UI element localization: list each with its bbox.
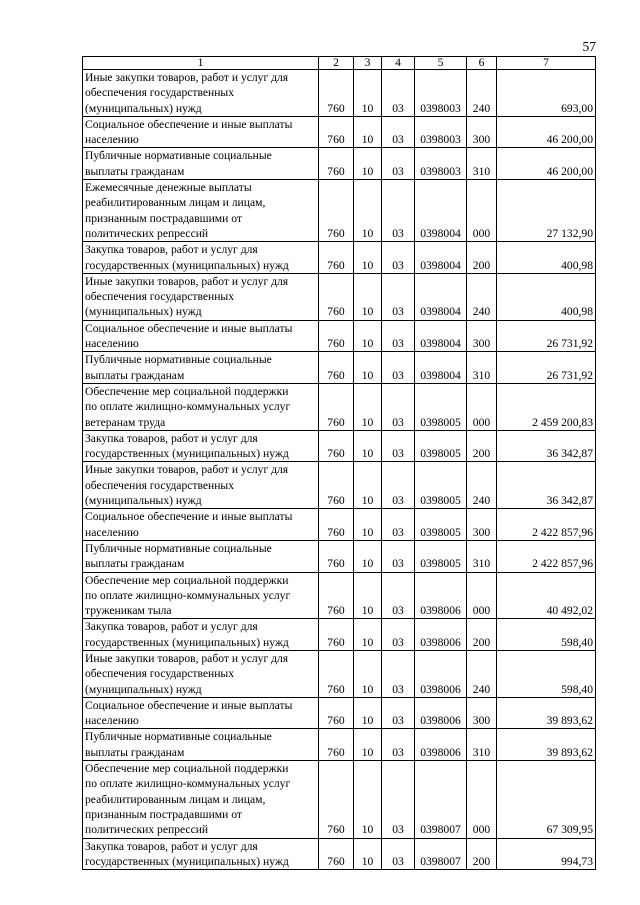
- budget-table: [82, 56, 596, 870]
- target-article-code: 0398006: [415, 729, 467, 761]
- ministry-code: 760: [319, 619, 354, 651]
- ministry-code: 760: [319, 729, 354, 761]
- ministry-code: 760: [319, 650, 354, 697]
- ministry-code: 760: [319, 540, 354, 572]
- description-line: обеспечения государственных: [85, 86, 235, 100]
- column-header: 4: [382, 57, 415, 70]
- ministry-code: 760: [319, 697, 354, 729]
- subsection-code: 03: [382, 838, 415, 870]
- expense-description: [83, 383, 319, 430]
- table-row: [83, 838, 596, 870]
- expense-description: [83, 462, 319, 509]
- section-code: 10: [354, 430, 382, 462]
- table-row: [83, 462, 596, 509]
- expense-description: [83, 697, 319, 729]
- subsection-code: 03: [382, 430, 415, 462]
- expense-description: [83, 540, 319, 572]
- expense-description: [83, 352, 319, 384]
- section-code: 10: [354, 180, 382, 242]
- description-line: государственных (муниципальных) нужд: [85, 854, 289, 868]
- page-number: 57: [582, 39, 596, 54]
- expense-description: [83, 70, 319, 117]
- target-article-code: 0398007: [415, 761, 467, 838]
- section-code: 10: [354, 70, 382, 117]
- description-line: государственных (муниципальных) нужд: [85, 635, 289, 649]
- description-line: Иные закупки товаров, работ и услуг для: [85, 274, 289, 288]
- description-line: реабилитированным лицам и лицам,: [85, 792, 266, 806]
- subsection-code: 03: [382, 572, 415, 619]
- target-article-code: 0398004: [415, 273, 467, 320]
- description-line: Закупка товаров, работ и услуг для: [85, 839, 258, 853]
- amount-value: 40 492,02: [497, 572, 596, 619]
- amount-value: 693,00: [497, 70, 596, 117]
- expense-type-code: 240: [467, 650, 497, 697]
- section-code: 10: [354, 838, 382, 870]
- ministry-code: 760: [319, 838, 354, 870]
- table-row: [83, 383, 596, 430]
- amount-value: 2 422 857,96: [497, 509, 596, 541]
- section-code: 10: [354, 697, 382, 729]
- section-code: 10: [354, 320, 382, 352]
- ministry-code: 760: [319, 352, 354, 384]
- expense-type-code: 200: [467, 619, 497, 651]
- ministry-code: 760: [319, 761, 354, 838]
- amount-value: 26 731,92: [497, 320, 596, 352]
- table-row: [83, 697, 596, 729]
- column-header: 2: [319, 57, 354, 70]
- subsection-code: 03: [382, 148, 415, 180]
- subsection-code: 03: [382, 509, 415, 541]
- description-line: (муниципальных) нужд: [85, 494, 202, 508]
- amount-value: 598,40: [497, 650, 596, 697]
- description-line: Публичные нормативные социальные: [85, 149, 272, 163]
- amount-value: 39 893,62: [497, 729, 596, 761]
- table-row: [83, 242, 596, 274]
- subsection-code: 03: [382, 462, 415, 509]
- ministry-code: 760: [319, 273, 354, 320]
- description-line: Обеспечение мер социальной поддержки: [85, 384, 289, 398]
- section-code: 10: [354, 462, 382, 509]
- table-row: [83, 70, 596, 117]
- section-code: 10: [354, 273, 382, 320]
- target-article-code: 0398003: [415, 70, 467, 117]
- section-code: 10: [354, 242, 382, 274]
- section-code: 10: [354, 540, 382, 572]
- description-line: Закупка товаров, работ и услуг для: [85, 431, 258, 445]
- amount-value: 598,40: [497, 619, 596, 651]
- description-line: Ежемесячные денежные выплаты: [85, 181, 252, 195]
- section-code: 10: [354, 572, 382, 619]
- subsection-code: 03: [382, 242, 415, 274]
- expense-type-code: 310: [467, 540, 497, 572]
- description-line: обеспечения государственных: [85, 290, 235, 304]
- target-article-code: 0398006: [415, 697, 467, 729]
- table-row: [83, 509, 596, 541]
- amount-value: 26 731,92: [497, 352, 596, 384]
- description-line: Обеспечение мер социальной поддержки: [85, 573, 289, 587]
- description-line: Обеспечение мер социальной поддержки: [85, 762, 289, 776]
- description-line: Иные закупки товаров, работ и услуг для: [85, 651, 289, 665]
- expense-description: [83, 729, 319, 761]
- expense-description: [83, 242, 319, 274]
- amount-value: 39 893,62: [497, 697, 596, 729]
- ministry-code: 760: [319, 572, 354, 619]
- description-line: ветеранам труда: [85, 415, 166, 429]
- table-row: [83, 430, 596, 462]
- description-line: Социальное обеспечение и иные выплаты: [85, 117, 293, 131]
- subsection-code: 03: [382, 383, 415, 430]
- expense-type-code: 200: [467, 838, 497, 870]
- description-line: по оплате жилищно-коммунальных услуг: [85, 588, 291, 602]
- description-line: политических репрессий: [85, 823, 209, 837]
- column-number-row: [83, 57, 596, 70]
- target-article-code: 0398004: [415, 180, 467, 242]
- subsection-code: 03: [382, 697, 415, 729]
- description-line: выплаты гражданам: [85, 164, 185, 178]
- ministry-code: 760: [319, 116, 354, 148]
- amount-value: 36 342,87: [497, 430, 596, 462]
- expense-type-code: 200: [467, 242, 497, 274]
- ministry-code: 760: [319, 383, 354, 430]
- section-code: 10: [354, 116, 382, 148]
- amount-value: 46 200,00: [497, 116, 596, 148]
- table-row: [83, 572, 596, 619]
- description-line: государственных (муниципальных) нужд: [85, 447, 289, 461]
- target-article-code: 0398005: [415, 509, 467, 541]
- subsection-code: 03: [382, 650, 415, 697]
- description-line: признанным пострадавшими от: [85, 211, 242, 225]
- expense-type-code: 000: [467, 383, 497, 430]
- amount-value: 67 309,95: [497, 761, 596, 838]
- description-line: Иные закупки товаров, работ и услуг для: [85, 463, 289, 477]
- target-article-code: 0398004: [415, 242, 467, 274]
- amount-value: 994,73: [497, 838, 596, 870]
- section-code: 10: [354, 650, 382, 697]
- description-line: по оплате жилищно-коммунальных услуг: [85, 777, 291, 791]
- expense-type-code: 310: [467, 352, 497, 384]
- description-line: обеспечения государственных: [85, 478, 235, 492]
- table-row: [83, 116, 596, 148]
- description-line: выплаты гражданам: [85, 745, 185, 759]
- amount-value: 2 422 857,96: [497, 540, 596, 572]
- column-header: 7: [497, 57, 596, 70]
- column-header: 1: [83, 57, 319, 70]
- subsection-code: 03: [382, 273, 415, 320]
- column-header: 5: [415, 57, 467, 70]
- expense-description: [83, 320, 319, 352]
- expense-type-code: 310: [467, 148, 497, 180]
- expense-description: [83, 572, 319, 619]
- expense-type-code: 000: [467, 180, 497, 242]
- target-article-code: 0398005: [415, 430, 467, 462]
- subsection-code: 03: [382, 619, 415, 651]
- expense-type-code: 300: [467, 320, 497, 352]
- expense-description: [83, 761, 319, 838]
- amount-value: 27 132,90: [497, 180, 596, 242]
- expense-description: [83, 273, 319, 320]
- description-line: Публичные нормативные социальные: [85, 353, 272, 367]
- description-line: (муниципальных) нужд: [85, 101, 202, 115]
- budget-table-body: [83, 57, 596, 870]
- ministry-code: 760: [319, 320, 354, 352]
- expense-description: [83, 619, 319, 651]
- section-code: 10: [354, 729, 382, 761]
- description-line: населению: [85, 714, 139, 728]
- expense-type-code: 240: [467, 70, 497, 117]
- table-row: [83, 148, 596, 180]
- target-article-code: 0398006: [415, 650, 467, 697]
- description-line: Публичные нормативные социальные: [85, 730, 272, 744]
- expense-type-code: 000: [467, 761, 497, 838]
- amount-value: 400,98: [497, 242, 596, 274]
- section-code: 10: [354, 383, 382, 430]
- description-line: труженикам тыла: [85, 604, 172, 618]
- subsection-code: 03: [382, 180, 415, 242]
- table-row: [83, 180, 596, 242]
- target-article-code: 0398004: [415, 320, 467, 352]
- amount-value: 400,98: [497, 273, 596, 320]
- table-row: [83, 761, 596, 838]
- expense-description: [83, 650, 319, 697]
- description-line: (муниципальных) нужд: [85, 682, 202, 696]
- subsection-code: 03: [382, 116, 415, 148]
- target-article-code: 0398005: [415, 462, 467, 509]
- target-article-code: 0398005: [415, 540, 467, 572]
- amount-value: 46 200,00: [497, 148, 596, 180]
- table-row: [83, 619, 596, 651]
- subsection-code: 03: [382, 729, 415, 761]
- expense-description: [83, 180, 319, 242]
- description-line: Социальное обеспечение и иные выплаты: [85, 321, 293, 335]
- expense-description: [83, 838, 319, 870]
- section-code: 10: [354, 148, 382, 180]
- target-article-code: 0398007: [415, 838, 467, 870]
- description-line: Публичные нормативные социальные: [85, 541, 272, 555]
- column-header: 6: [467, 57, 497, 70]
- section-code: 10: [354, 509, 382, 541]
- expense-description: [83, 116, 319, 148]
- column-header: 3: [354, 57, 382, 70]
- ministry-code: 760: [319, 509, 354, 541]
- target-article-code: 0398003: [415, 148, 467, 180]
- description-line: государственных (муниципальных) нужд: [85, 258, 289, 272]
- expense-description: [83, 509, 319, 541]
- target-article-code: 0398006: [415, 572, 467, 619]
- section-code: 10: [354, 619, 382, 651]
- expense-type-code: 240: [467, 462, 497, 509]
- target-article-code: 0398006: [415, 619, 467, 651]
- description-line: населению: [85, 525, 139, 539]
- description-line: Закупка товаров, работ и услуг для: [85, 620, 258, 634]
- expense-type-code: 300: [467, 116, 497, 148]
- expense-description: [83, 148, 319, 180]
- description-line: выплаты гражданам: [85, 557, 185, 571]
- ministry-code: 760: [319, 180, 354, 242]
- table-row: [83, 352, 596, 384]
- ministry-code: 760: [319, 148, 354, 180]
- section-code: 10: [354, 761, 382, 838]
- subsection-code: 03: [382, 70, 415, 117]
- expense-type-code: 300: [467, 509, 497, 541]
- description-line: политических репрессий: [85, 226, 209, 240]
- description-line: Закупка товаров, работ и услуг для: [85, 243, 258, 257]
- expense-type-code: 200: [467, 430, 497, 462]
- ministry-code: 760: [319, 242, 354, 274]
- description-line: Иные закупки товаров, работ и услуг для: [85, 71, 289, 84]
- description-line: Социальное обеспечение и иные выплаты: [85, 698, 293, 712]
- expense-type-code: 310: [467, 729, 497, 761]
- description-line: признанным пострадавшими от: [85, 807, 242, 821]
- amount-value: 36 342,87: [497, 462, 596, 509]
- subsection-code: 03: [382, 761, 415, 838]
- subsection-code: 03: [382, 540, 415, 572]
- table-row: [83, 273, 596, 320]
- target-article-code: 0398004: [415, 352, 467, 384]
- description-line: по оплате жилищно-коммунальных услуг: [85, 400, 291, 414]
- description-line: (муниципальных) нужд: [85, 305, 202, 319]
- target-article-code: 0398003: [415, 116, 467, 148]
- ministry-code: 760: [319, 462, 354, 509]
- expense-type-code: 300: [467, 697, 497, 729]
- description-line: обеспечения государственных: [85, 667, 235, 681]
- description-line: населению: [85, 133, 139, 147]
- ministry-code: 760: [319, 70, 354, 117]
- table-row: [83, 729, 596, 761]
- expense-type-code: 000: [467, 572, 497, 619]
- expense-description: [83, 430, 319, 462]
- description-line: населению: [85, 337, 139, 351]
- description-line: выплаты гражданам: [85, 368, 185, 382]
- ministry-code: 760: [319, 430, 354, 462]
- section-code: 10: [354, 352, 382, 384]
- table-row: [83, 320, 596, 352]
- target-article-code: 0398005: [415, 383, 467, 430]
- description-line: Социальное обеспечение и иные выплаты: [85, 510, 293, 524]
- table-row: [83, 650, 596, 697]
- subsection-code: 03: [382, 320, 415, 352]
- expense-type-code: 240: [467, 273, 497, 320]
- description-line: реабилитированным лицам и лицам,: [85, 196, 266, 210]
- subsection-code: 03: [382, 352, 415, 384]
- table-row: [83, 540, 596, 572]
- amount-value: 2 459 200,83: [497, 383, 596, 430]
